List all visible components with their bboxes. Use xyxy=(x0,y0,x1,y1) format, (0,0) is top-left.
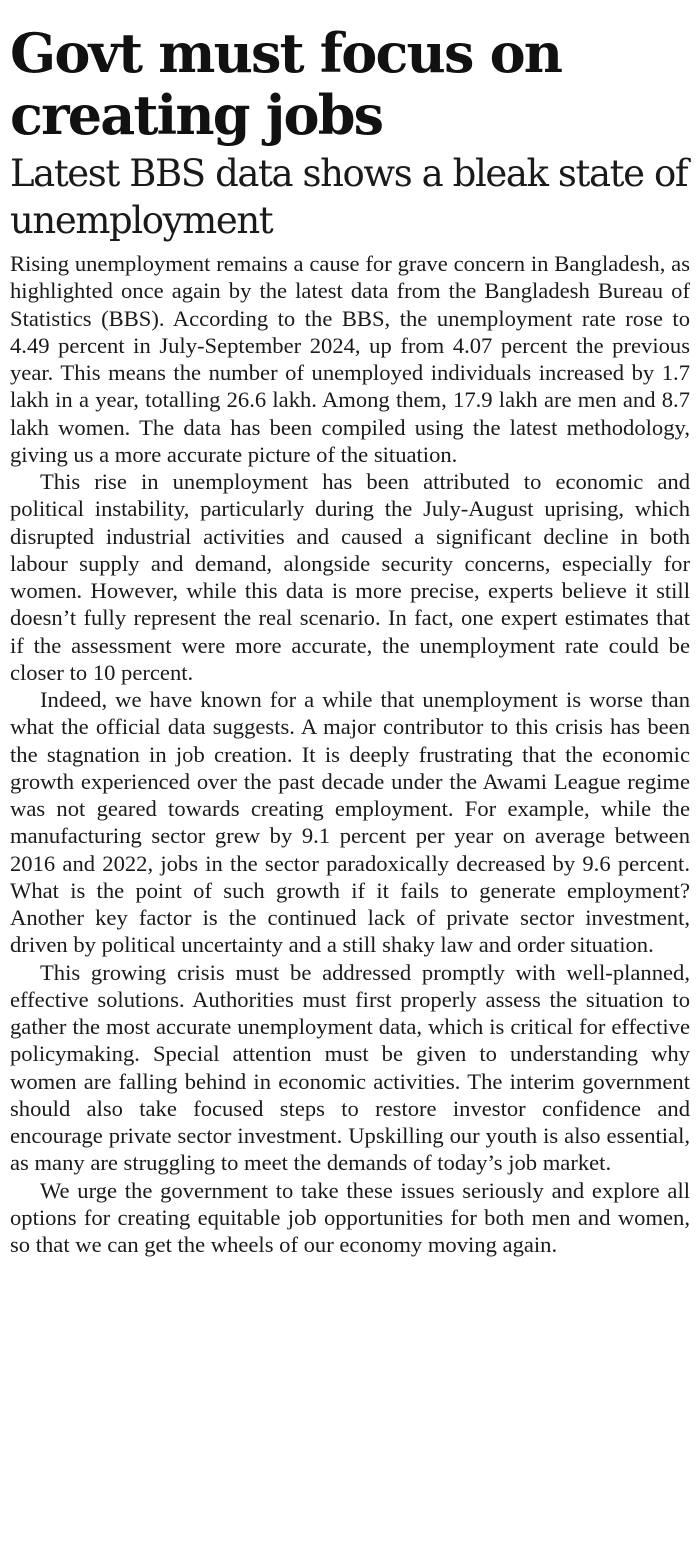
subheadline: Latest BBS data shows a bleak state of unemployment xyxy=(10,152,688,242)
headline: Govt must focus on creating jobs xyxy=(10,21,562,147)
article-body xyxy=(10,250,690,1258)
body-paragraph: This growing crisis must be addressed promptly with well-planned, effective solutions. Authorities must first properly assess the situation to gather the most accurate unemployment data, which is critical for effective policymaking. Special attention must be given to understanding why women are falling behind in economic activities. The interim government should also take focused steps to restore investor confidence and encourage private sector investment. Upskilling our youth is also essential, as many are struggling to meet the demands of today’s job market. xyxy=(10,959,690,1176)
editorial-article xyxy=(10,22,690,1258)
body-paragraph: We urge the government to take these issues seriously and explore all options for creating equitable job opportunities for both men and women, so that we can get the wheels of our economy moving again. xyxy=(10,1177,690,1257)
body-paragraph: Indeed, we have known for a while that unemployment is worse than what the official data suggests. A major contributor to this crisis has been the stagnation in job creation. It is deeply frustrating that the economic growth experienced over the past decade under the Awami League regime was not geared towards creating employment. For example, while the manufacturing sector grew by 9.1 percent per year on average between 2016 and 2022, jobs in the sector paradoxically decreased by 9.6 percent. What is the point of such growth if it fails to generate employment? Another key factor is the continued lack of private sector investment, driven by political uncertainty and a still shaky law and order situation. xyxy=(10,687,690,958)
body-paragraph: This rise in unemployment has been attributed to economic and political instability, particularly during the July-August uprising, which disrupted industrial activities and caused a significant decline in both labour supply and demand, alongside security concerns, especially for women. However, while this data is more precise, experts believe it still doesn’t fully represent the real scenario. In fact, one expert estimates that if the assessment were more accurate, the unemployment rate could be closer to 10 percent. xyxy=(10,469,690,685)
body-paragraph: Rising unemployment remains a cause for grave concern in Bangladesh, as highlighted once again by the latest data from the Bangladesh Bureau of Statistics (BBS). According to the BBS, the unemployment rate rose to 4.49 percent in July-September 2024, up from 4.07 percent the previous year. This means the number of unemployed individuals increased by 1.7 lakh in a year, totalling 26.6 lakh. Among them, 17.9 lakh are men and 8.7 lakh women. The data has been compiled using the latest methodology, giving us a more accurate picture of the situation. xyxy=(10,251,690,467)
